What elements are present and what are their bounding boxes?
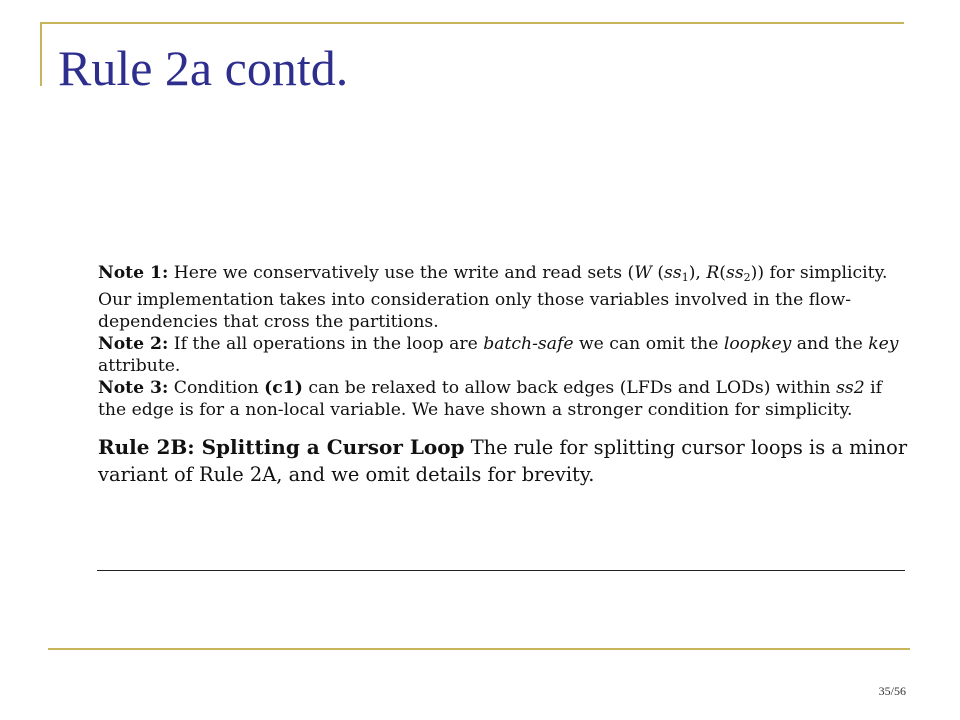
- excerpt-bottom-rule: [97, 570, 905, 571]
- note-3-text-a: Condition: [168, 378, 265, 398]
- frame-top-line: [40, 22, 904, 24]
- paper-excerpt: [98, 262, 910, 488]
- note-1-text-a: Here we conservatively use the write and read sets (: [168, 263, 635, 283]
- note-1: [98, 262, 910, 333]
- note-1-open-b: (: [719, 263, 727, 283]
- frame-bottom-line: [48, 648, 910, 650]
- page-number: 35/56: [878, 684, 906, 698]
- note-3-text-c: if the edge is for a non-local variable. We have shown a stronger condition for simplicity.: [98, 378, 882, 420]
- note-3-ss2: ss2: [836, 378, 865, 398]
- note-1-r: R: [706, 263, 720, 283]
- slide-title: Rule 2a contd.: [58, 40, 349, 96]
- note-1-open-a: (: [651, 263, 665, 283]
- note-1-ss-a: ss: [664, 263, 682, 283]
- note-2-key: key: [868, 334, 899, 354]
- frame-left-line: [40, 22, 42, 86]
- rule-2b-text: The rule for splitting cursor loops is a minor variant of Rule 2A, and we omit details for brevity.: [98, 436, 908, 486]
- note-2-loopkey: loopkey: [723, 334, 792, 354]
- note-1-ss-b: ss: [726, 263, 744, 283]
- note-2-text-b: we can omit the: [573, 334, 724, 354]
- note-2: [98, 333, 910, 377]
- rule-2b: [98, 434, 910, 488]
- note-3: [98, 377, 910, 421]
- note-2-text-a: If the all operations in the loop are: [168, 334, 484, 354]
- note-3-c1: (c1): [264, 378, 303, 398]
- note-1-sub-b: 2: [743, 271, 751, 284]
- note-2-text-c: and the: [791, 334, 869, 354]
- note-2-label: Note 2:: [98, 334, 169, 354]
- note-1-mid: ),: [688, 263, 707, 283]
- note-3-label: Note 3:: [98, 378, 169, 398]
- rule-2b-heading: Rule 2B: Splitting a Cursor Loop: [98, 435, 465, 459]
- note-1-w: W: [634, 263, 652, 283]
- note-1-sub-a: 1: [681, 271, 689, 284]
- note-1-label: Note 1:: [98, 263, 169, 283]
- note-2-batch-safe: batch-safe: [483, 334, 574, 354]
- note-3-text-b: can be relaxed to allow back edges (LFDs and LODs) within: [302, 378, 837, 398]
- note-1-text-b: )) for simplicity. Our implementation takes into consideration only those variables involved in the flow-dependencies that cross the partitions.: [98, 263, 888, 332]
- note-2-text-d: attribute.: [98, 356, 181, 376]
